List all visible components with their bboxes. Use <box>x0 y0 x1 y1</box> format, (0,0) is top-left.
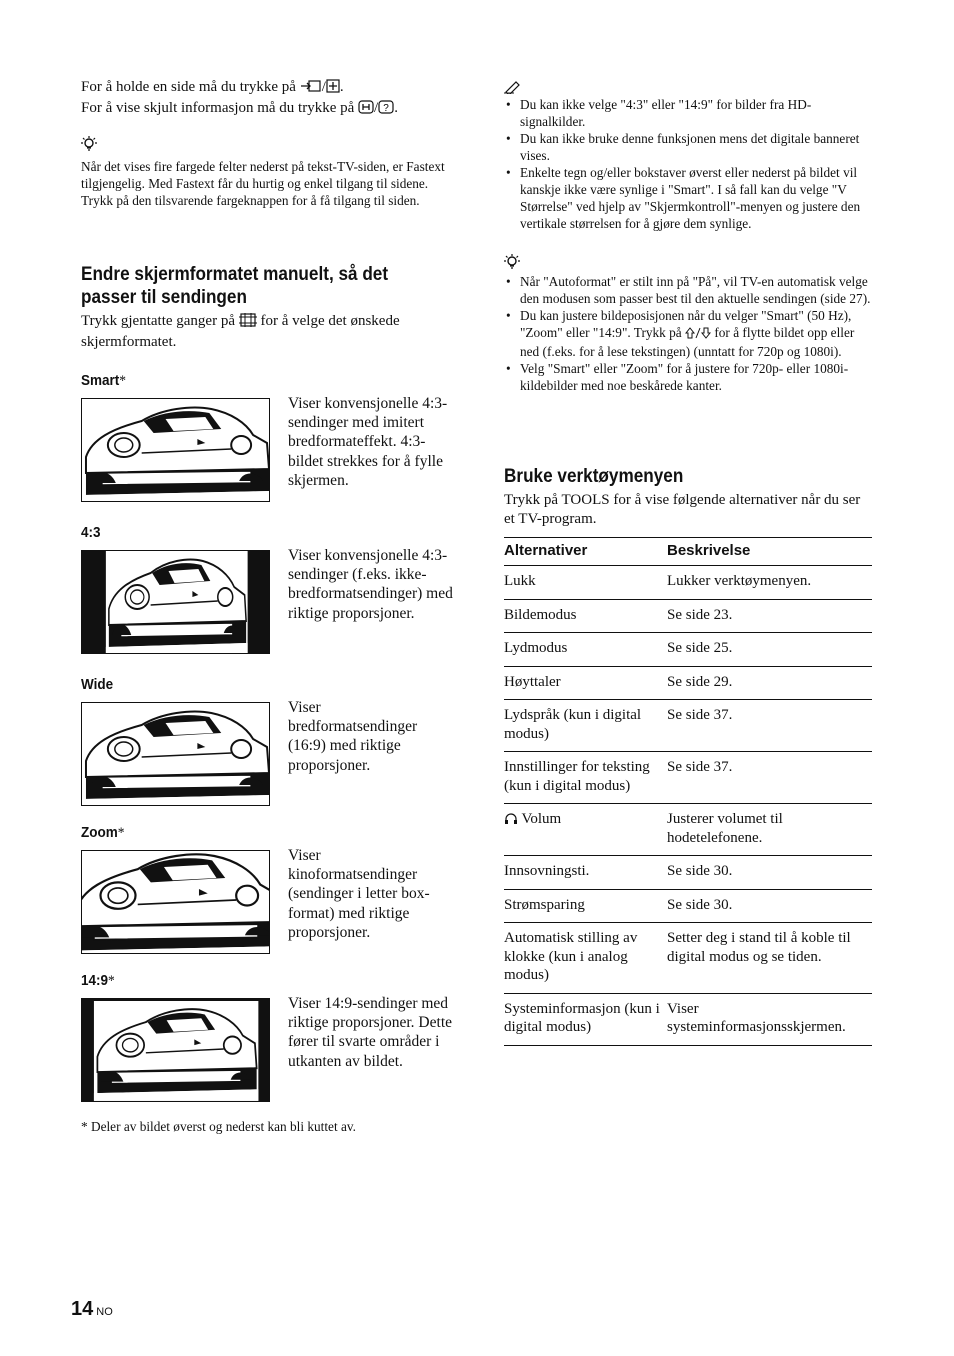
tip-item: • Velg "Smart" eller "Zoom" for å justere for 720p- eller 1080i-kildebilder med noe beskårede kanter. <box>504 360 872 394</box>
option-cell: Lydmodus <box>504 633 667 667</box>
fastext-tip: Når det vises fire fargede felter nederst på tekst-TV-siden, er Fastext tilgjengelig. Med Fastext får du hurtig og enkel tilgang til sidene. Trykk på den tilsvarende fargeknappen for å få tilgang til siden. <box>81 159 445 208</box>
intro-prefix: Trykk gjentatte ganger på <box>81 313 235 329</box>
description-cell: Se side 30. <box>667 856 872 890</box>
option-label: Volum <box>521 811 562 827</box>
format-label: 14:9* <box>81 972 115 989</box>
table-row <box>504 566 872 600</box>
description-cell: Se side 23. <box>667 599 872 633</box>
table-row <box>504 856 872 890</box>
table-row <box>504 666 872 700</box>
option-cell: Lydspråk (kun i digital modus) <box>504 700 667 752</box>
format-description: Viser kinoformatsendinger (sendinger i letter box-format) med riktige proporsjoner. <box>288 847 430 941</box>
option-cell: Automatisk stilling av klokke (kun i analog modus) <box>504 923 667 994</box>
teletext-instructions: For å holde en side må du trykke på / . For å vise skjult informasjon må du trykke på / ? . <box>81 78 461 120</box>
table-row <box>504 752 872 804</box>
format-14-9 <box>81 972 453 1070</box>
section-title-screen-format <box>81 263 430 309</box>
description-cell: Se side 30. <box>667 889 872 923</box>
format-label: 4:3 <box>81 524 101 541</box>
page-number-value: 14 <box>71 1298 94 1320</box>
format-4-3-image <box>81 550 270 654</box>
wide-mode-icon <box>239 313 257 333</box>
table-row <box>504 599 872 633</box>
table-row <box>504 889 872 923</box>
note-icon <box>504 80 522 94</box>
option-cell: Innstillinger for teksting (kun i digital modus) <box>504 752 667 804</box>
table-row <box>504 804 872 856</box>
tip-text: Du kan justere bildeposisjonen når du velger "Smart" (50 Hz), "Zoom" eller "14:9". Trykk på <box>520 308 852 340</box>
tip-text: for å flytte bildet opp eller ned (f.eks. for å lese tekstingen) (unntatt for 720p og 1080i). <box>520 325 855 359</box>
page-number <box>71 1298 113 1321</box>
section-title-tools-menu: Bruke verktøymenyen <box>504 465 684 487</box>
format-zoom <box>81 824 453 941</box>
tip-icon <box>81 136 97 152</box>
format-14-9-image <box>81 998 270 1102</box>
format-label: Zoom* <box>81 824 125 841</box>
format-wide <box>81 676 453 774</box>
notes-list <box>504 96 872 232</box>
hold-page-text: For å holde en side må du trykke på <box>81 79 296 95</box>
option-cell: Systeminformasjon (kun i digital modus) <box>504 993 667 1045</box>
option-cell: Lukk <box>504 566 667 600</box>
description-cell: Se side 37. <box>667 700 872 752</box>
smart-format-image <box>81 398 270 502</box>
column-header: Alternativer <box>504 538 667 566</box>
zoom-format-image <box>81 850 270 954</box>
tools-table <box>504 537 872 1046</box>
note-item: • Du kan ikke bruke denne funksjonen mens det digitale banneret vises. <box>504 130 872 164</box>
format-smart <box>81 372 453 489</box>
note-item: • Enkelte tegn og/eller bokstaver øverst eller nederst på bildet vil kanskje ikke være synlige i "Smart". I så fall kan du velge "V Størrelse" ved hjelp av "Skjermkontroll"-menyen og justere den vertikale størrelsen for å gjøre dem synlige. <box>504 164 872 232</box>
hold-icon <box>300 79 322 99</box>
description-cell: Justerer volumet til hodetelefonene. <box>667 804 872 856</box>
format-4-3 <box>81 524 453 622</box>
table-row <box>504 923 872 994</box>
reveal-info-text: For å vise skjult informasjon må du trykke på <box>81 100 355 116</box>
format-label: Wide <box>81 676 114 693</box>
page-lang-suffix: NO <box>96 1306 113 1318</box>
description-cell: Setter deg i stand til å koble til digital modus og se tiden. <box>667 923 872 994</box>
format-description: Viser konvensjonelle 4:3-sendinger med imitert bredformateffekt. 4:3-bildet strekkes for å fylle skjermen. <box>288 395 448 489</box>
note-item: • Du kan ikke velge "4:3" eller "14:9" for bilder fra HD-signalkilder. <box>504 96 872 130</box>
table-row <box>504 700 872 752</box>
table-row <box>504 993 872 1045</box>
svg-text:?: ? <box>383 103 389 114</box>
reveal-plus-icon <box>326 79 340 99</box>
option-cell: Innsovningsti. <box>504 856 667 890</box>
format-label: Smart* <box>81 372 127 389</box>
description-cell: Lukker verktøymenyen. <box>667 566 872 600</box>
period: . <box>394 100 398 116</box>
title-line-2: passer til sendingen <box>81 286 247 308</box>
table-header-row <box>504 538 872 566</box>
column-header: Beskrivelse <box>667 538 872 566</box>
tools-intro: Trykk på TOOLS for å vise følgende alternativer når du ser et TV-program. <box>504 492 861 527</box>
screen-format-intro <box>81 312 453 352</box>
info-reveal-icon <box>358 100 374 120</box>
format-description: Viser bredformatsendinger (16:9) med riktige proporsjoner. <box>288 699 418 774</box>
table-row <box>504 633 872 667</box>
up-down-arrow-icon <box>685 326 711 343</box>
title-line-1: Endre skjermformatet manuelt, så det <box>81 263 389 285</box>
tip-item <box>504 307 872 360</box>
format-description: Viser 14:9-sendinger med riktige proporsjoner. Dette fører til svarte områder i utkanten av bildet. <box>288 995 452 1070</box>
wide-format-image <box>81 702 270 806</box>
description-cell: Viser systeminformasjonsskjermen. <box>667 993 872 1045</box>
option-cell: Bildemodus <box>504 599 667 633</box>
description-cell: Se side 29. <box>667 666 872 700</box>
option-cell <box>504 804 667 856</box>
tips-list <box>504 273 872 394</box>
question-icon <box>378 100 394 120</box>
headphones-icon <box>504 812 518 831</box>
tip-item: • Når "Autoformat" er stilt inn på "På", vil TV-en automatisk velge den modusen som passer best til den aktuelle sendingen (side 27). <box>504 273 872 307</box>
description-cell: Se side 25. <box>667 633 872 667</box>
option-cell: Høyttaler <box>504 666 667 700</box>
description-cell: Se side 37. <box>667 752 872 804</box>
format-description: Viser konvensjonelle 4:3-sendinger (f.eks. ikke-bredformatsendinger) med riktige proporsjoner. <box>288 547 453 622</box>
period: . <box>339 79 344 95</box>
option-cell: Strømsparing <box>504 889 667 923</box>
tip-icon <box>504 254 520 270</box>
intro-suffix: for å velge det ønskede skjermformatet. <box>81 313 400 350</box>
footnote: * Deler av bildet øverst og nederst kan bli kuttet av. <box>81 1119 356 1134</box>
